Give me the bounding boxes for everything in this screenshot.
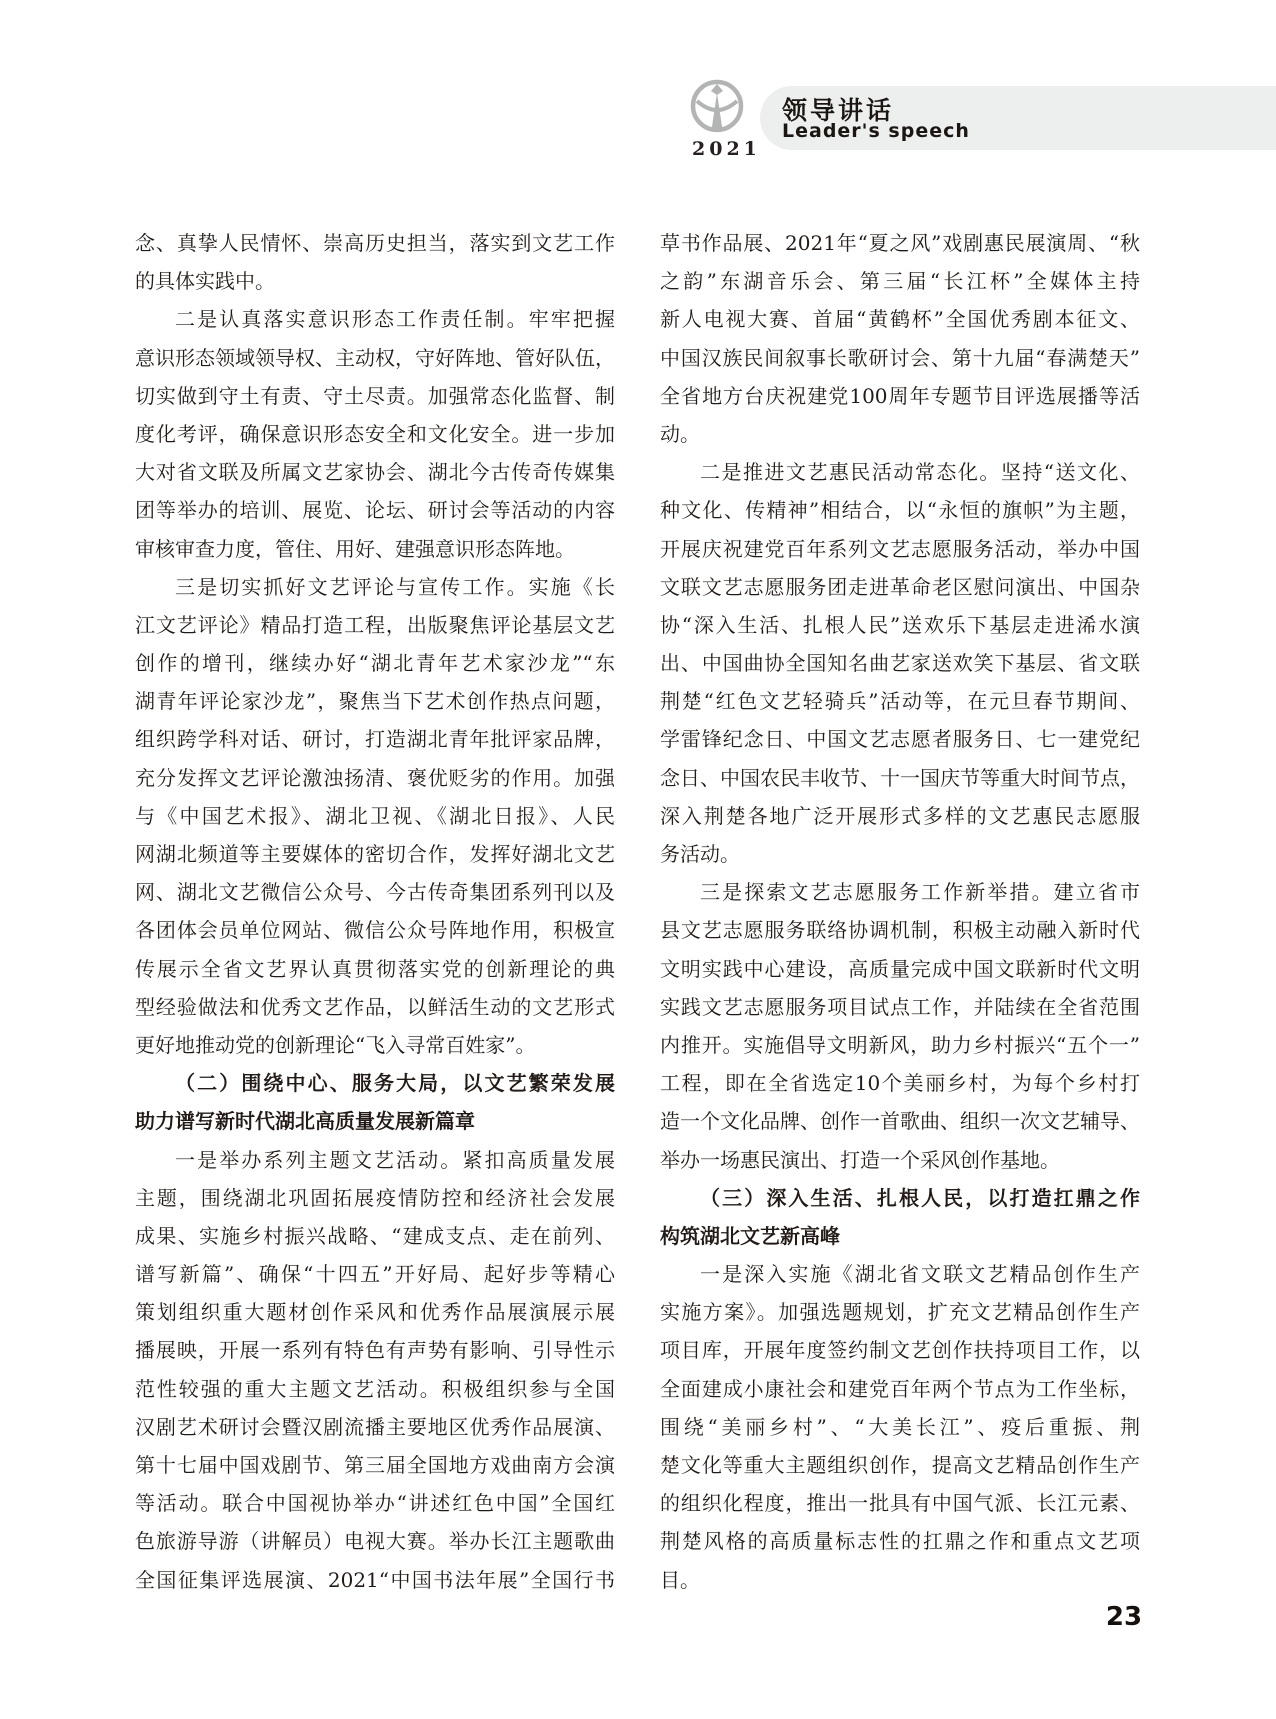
text-line: 楚文化等重大主题组织创作，提高文艺精品创作生产	[660, 1453, 1140, 1477]
text-line: 造一个文化品牌、创作一首歌曲、组织一次文艺辅导、	[660, 1109, 1140, 1134]
text-line: 色旅游导游（讲解员）电视大赛。举办长江主题歌曲	[135, 1529, 615, 1554]
text-line: 实践文艺志愿服务项目试点工作，并陆续在全省范围	[660, 994, 1140, 1019]
left-text-column	[135, 224, 615, 1599]
logo-year: 2021	[692, 138, 761, 160]
heading-line: 助力谱写新时代湖北高质量发展新篇章	[135, 1109, 475, 1134]
text-line: 二是认真落实意识形态工作责任制。牢牢把握	[175, 307, 615, 332]
text-line: 念、真挚人民情怀、崇高历史担当，落实到文艺工作	[135, 231, 615, 255]
text-line: 第十七届中国戏剧节、第三届全国地方戏曲南方会演	[135, 1453, 615, 1477]
text-line: 充分发挥文艺评论激浊扬清、褒优贬劣的作用。加强	[135, 765, 615, 790]
text-line: 江文艺评论》精品打造工程，出版聚焦评论基层文艺	[135, 612, 615, 637]
text-line: 协“深入生活、扎根人民”送欢乐下基层走进浠水演	[660, 612, 1140, 637]
text-line: 全省地方台庆祝建党100周年专题节目评选展播等活	[660, 383, 1140, 408]
text-line: 切实做到守土有责、守土尽责。加强常态化监督、制	[135, 383, 615, 408]
federation-logo	[688, 76, 761, 160]
text-line: 大对省文联及所属文艺家协会、湖北今古传奇传媒集	[135, 460, 615, 485]
text-line: 项目库，开展年度签约制文艺创作扶持项目工作，以	[660, 1338, 1140, 1363]
text-line: 中国汉族民间叙事长歌研讨会、第十九届“春满楚天”	[660, 345, 1140, 370]
text-line: 内推开。实施倡导文明新风，助力乡村振兴“五个一”	[660, 1032, 1140, 1057]
text-line: 学雷锋纪念日、中国文艺志愿者服务日、七一建党纪	[660, 727, 1140, 752]
text-line: 一是举办系列主题文艺活动。紧扣高质量发展	[175, 1147, 615, 1172]
text-line: 传展示全省文艺界认真贯彻落实党的创新理论的典	[135, 956, 615, 981]
text-line: 度化考评，确保意识形态安全和文化安全。进一步加	[135, 421, 615, 446]
text-line: 等活动。联合中国视协举办“讲述红色中国”全国红	[135, 1491, 615, 1516]
text-line: 念日、中国农民丰收节、十一国庆节等重大时间节点，	[660, 765, 1140, 790]
text-line: 与《中国艺术报》、湖北卫视、《湖北日报》、人民	[135, 803, 615, 828]
text-line: 一是深入实施《湖北省文联文艺精品创作生产	[700, 1262, 1140, 1287]
section-title-zh: 领导讲话	[782, 96, 895, 125]
text-line: 荆楚风格的高质量标志性的扛鼎之作和重点文艺项	[660, 1529, 1140, 1554]
text-line: 成果、实施乡村振兴战略、“建成支点、走在前列、	[135, 1223, 615, 1248]
right-text-column	[660, 224, 1140, 1599]
text-line: 网湖北频道等主要媒体的密切合作，发挥好湖北文艺	[135, 842, 615, 866]
heading-line: 构筑湖北文艺新高峰	[660, 1223, 840, 1248]
text-line: 目。	[660, 1567, 700, 1592]
text-line: 开展庆祝建党百年系列文艺志愿服务活动，举办中国	[660, 536, 1140, 561]
text-line: 策划组织重大题材创作采风和优秀作品展演展示展	[135, 1300, 615, 1325]
text-line: 种文化、传精神”相结合，以“永恒的旗帜”为主题，	[660, 498, 1140, 523]
text-line: 范性较强的重大主题文艺活动。积极组织参与全国	[135, 1376, 615, 1401]
text-line: 的组织化程度，推出一批具有中国气派、长江元素、	[660, 1491, 1140, 1516]
text-line: 全面建成小康社会和建党百年两个节点为工作坐标，	[660, 1376, 1140, 1401]
text-line: 组织跨学科对话、研讨，打造湖北青年批评家品牌，	[135, 727, 615, 752]
text-line: 出、中国曲协全国知名曲艺家送欢笑下基层、省文联	[660, 651, 1140, 676]
text-line: 荆楚“红色文艺轻骑兵”活动等，在元旦春节期间、	[660, 689, 1140, 714]
section-title-en: Leader's speech	[782, 120, 970, 142]
text-line: 县文艺志愿服务联络协调机制，积极主动融入新时代	[660, 918, 1140, 943]
text-line: 文明实践中心建设，高质量完成中国文联新时代文明	[660, 956, 1140, 981]
text-line: 草书作品展、2021年“夏之风”戏剧惠民展演周、“秋	[660, 231, 1140, 255]
text-line: 创作的增刊，继续办好“湖北青年艺术家沙龙”“东	[135, 651, 615, 676]
text-line: 主题，围绕湖北巩固拓展疫情防控和经济社会发展	[135, 1185, 615, 1210]
text-line: 深入荆楚各地广泛开展形式多样的文艺惠民志愿服	[660, 803, 1140, 828]
text-line: 实施方案》。加强选题规划，扩充文艺精品创作生产	[660, 1300, 1140, 1325]
text-line: 意识形态领域领导权、主动权，守好阵地、管好队伍，	[135, 345, 615, 370]
text-line: 播展映，开展一系列有特色有声势有影响、引导性示	[135, 1338, 615, 1363]
text-line: 全国征集评选展演、2021“中国书法年展”全国行书	[135, 1567, 615, 1592]
text-line: 举办一场惠民演出、打造一个采风创作基地。	[660, 1147, 1060, 1172]
text-line: 汉剧艺术研讨会暨汉剧流播主要地区优秀作品展演、	[135, 1414, 615, 1439]
text-line: 型经验做法和优秀文艺作品，以鲜活生动的文艺形式	[135, 994, 615, 1019]
text-line: 三是切实抓好文艺评论与宣传工作。实施《长	[175, 574, 615, 599]
text-line: 各团体会员单位网站、微信公众号阵地作用，积极宣	[135, 918, 615, 943]
text-line: 之韵”东湖音乐会、第三届“长江杯”全媒体主持	[660, 269, 1140, 294]
text-line: 文联文艺志愿服务团走进革命老区慰问演出、中国杂	[660, 574, 1140, 599]
wenlian-emblem-icon	[689, 76, 745, 138]
text-line: 围绕“美丽乡村”、“大美长江”、疫后重振、荆	[660, 1414, 1140, 1439]
page-number: 23	[1105, 1602, 1143, 1632]
text-line: 更好地推动党的创新理论“飞入寻常百姓家”。	[135, 1032, 536, 1057]
text-line: 的具体实践中。	[135, 269, 275, 294]
text-line: 新人电视大赛、首届“黄鹤杯”全国优秀剧本征文、	[660, 307, 1140, 332]
text-line: 动。	[660, 421, 700, 446]
text-line: 工程，即在全省选定10个美丽乡村，为每个乡村打	[660, 1071, 1140, 1096]
section-banner	[760, 86, 1276, 150]
heading-line: （二）围绕中心、服务大局，以文艺繁荣发展	[175, 1071, 615, 1096]
text-line: 团等举办的培训、展览、论坛、研讨会等活动的内容	[135, 498, 615, 523]
text-line: 务活动。	[660, 842, 740, 866]
text-line: 湖青年评论家沙龙”，聚焦当下艺术创作热点问题，	[135, 689, 615, 714]
text-line: 谱写新篇”、确保“十四五”开好局、起好步等精心	[135, 1262, 615, 1287]
text-line: 审核审查力度，管住、用好、建强意识形态阵地。	[135, 536, 575, 561]
text-line: 网、湖北文艺微信公众号、今古传奇集团系列刊以及	[135, 880, 615, 905]
text-line: 三是探索文艺志愿服务工作新举措。建立省市	[700, 880, 1140, 905]
text-line: 二是推进文艺惠民活动常态化。坚持“送文化、	[700, 460, 1140, 485]
heading-line: （三）深入生活、扎根人民，以打造扛鼎之作	[700, 1185, 1140, 1210]
